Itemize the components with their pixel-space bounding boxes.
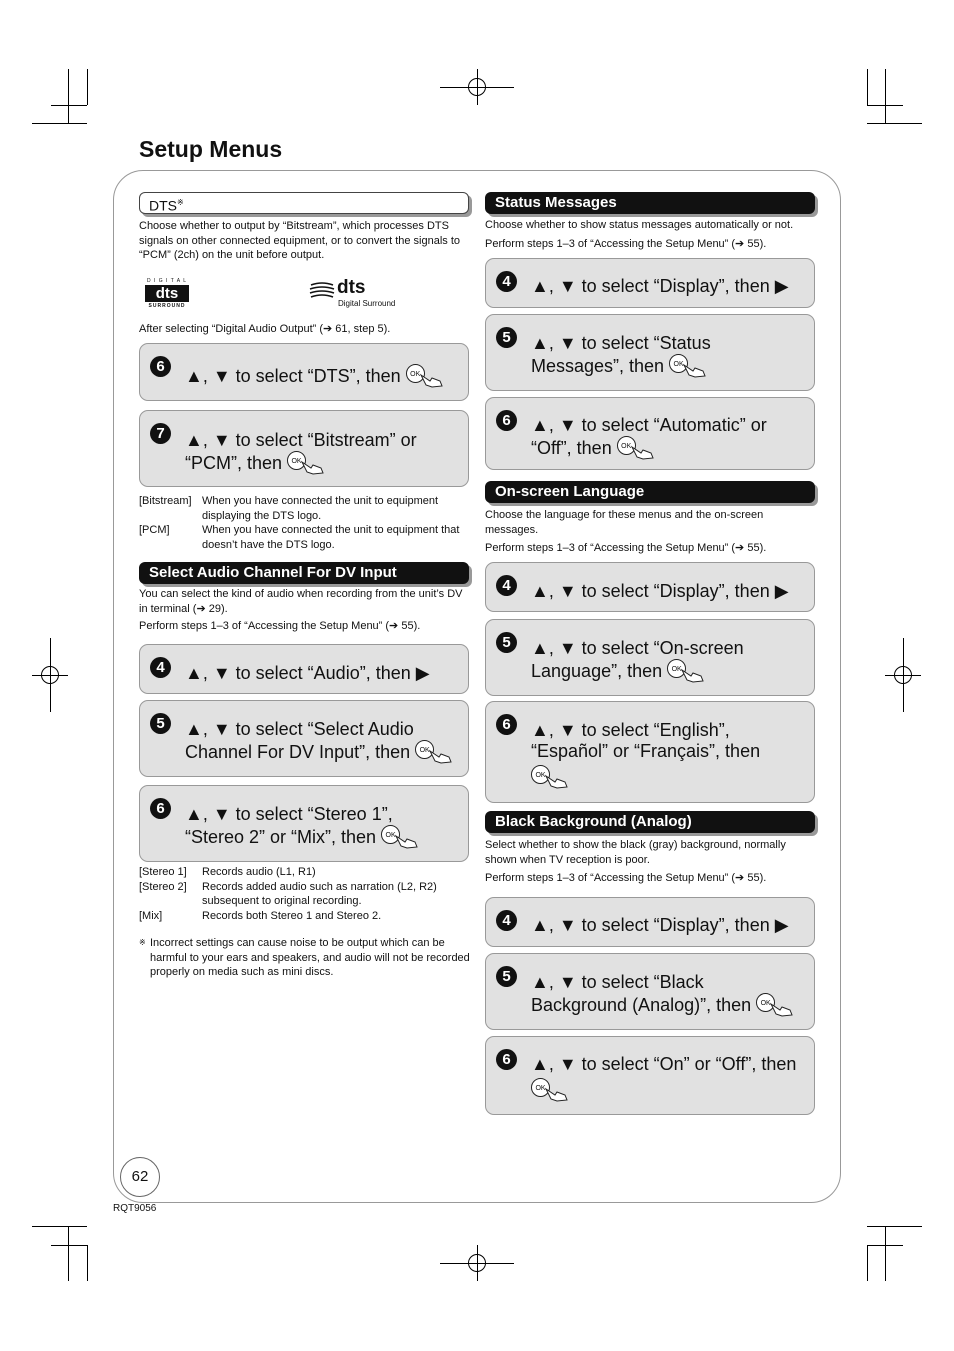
step-text-line2: “Stereo 2” or “Mix”, then	[185, 827, 377, 847]
step-number: 6	[496, 410, 517, 431]
step-text-line1: ▲, ▼ to select “Select Audio	[185, 719, 414, 739]
black-description: Select whether to show the black (gray) background, normally shown when TV reception is poor.	[485, 839, 786, 866]
step-number: 4	[150, 657, 171, 678]
black-perform-text: Perform steps 1–3 of “Accessing the Setup Menu” (➔ 55).	[485, 872, 767, 884]
step-number: 4	[496, 575, 517, 596]
step-number: 6	[496, 714, 517, 735]
dts-description: Choose whether to output by “Bitstream”, which processes DTS signals on other connected equipment, or to convert the signals to “PCM” (2ch) on the unit before output.	[139, 220, 461, 261]
ok-button-icon: OK	[381, 825, 423, 849]
dv-perform-text: Perform steps 1–3 of “Accessing the Setup Menu” (➔ 55).	[139, 620, 421, 632]
step-text: ▲, ▼ to select “Display”, then ▶	[531, 581, 789, 601]
step-text: ▲, ▼ to select “Audio”, then ▶	[185, 663, 430, 683]
step-text-line1: ▲, ▼ to select “English”,	[531, 720, 730, 740]
dts-step-7	[139, 410, 469, 487]
ok-button-icon: OK	[415, 740, 457, 764]
status-perform-text: Perform steps 1–3 of “Accessing the Setup Menu” (➔ 55).	[485, 238, 767, 250]
dts-digital-surround-logo: D I G I T A L dts SURROUND	[146, 278, 188, 309]
step-text-line2: Messages”, then	[531, 356, 665, 376]
note-mark: ※	[177, 198, 184, 207]
dv-step-6	[139, 785, 469, 862]
step-text: ▲, ▼ to select “On” or “Off”, then	[531, 1054, 797, 1074]
step-number: 4	[496, 271, 517, 292]
status-step-5	[485, 314, 815, 391]
status-step-4	[485, 258, 815, 308]
ok-button-icon: OK	[406, 364, 448, 388]
step-number: 6	[150, 798, 171, 819]
dts-section-header	[139, 192, 469, 214]
dts-title: DTS	[149, 197, 177, 214]
step-number: 5	[496, 327, 517, 348]
black-step-5	[485, 953, 815, 1030]
lang-step-4	[485, 562, 815, 612]
footnote-text: Incorrect settings can cause noise to be output which can be harmful to your ears and speakers, and audio will not be recorded properly on media such as mini discs.	[150, 937, 470, 978]
dv-step-5	[139, 700, 469, 777]
step-text: ▲, ▼ to select “Display”, then ▶	[531, 276, 789, 296]
dv-options-table: [Stereo 1] Records audio (L1, R1) [Stereo 2] Records added audio such as narration (L2, R2) subsequent to original recording. [Mix] Records both Stereo 1 and Stereo 2.	[139, 866, 437, 922]
black-background-section-header: Black Background (Analog)	[485, 811, 815, 833]
step-number: 6	[496, 1049, 517, 1070]
ok-button-icon: OK	[756, 993, 798, 1017]
dv-input-section-header: Select Audio Channel For DV Input	[139, 562, 469, 584]
step-text-line1: ▲, ▼ to select “Stereo 1”,	[185, 804, 393, 824]
lang-description: Choose the language for these menus and the on-screen messages.	[485, 509, 764, 536]
ok-button-icon: OK	[287, 451, 329, 475]
step-text-line2: “PCM”, then	[185, 453, 283, 473]
footnote	[139, 936, 471, 980]
step-number: 6	[150, 356, 171, 377]
dts-after-text: After selecting “Digital Audio Output” (➔ 61, step 5).	[139, 323, 391, 335]
ok-button-icon: OK	[669, 354, 711, 378]
step-text-line1: ▲, ▼ to select “On-screen	[531, 638, 744, 658]
dv-description: You can select the kind of audio when recording from the unit’s DV in terminal (➔ 29).	[139, 588, 463, 615]
step-text: ▲, ▼ to select “Display”, then ▶	[531, 915, 789, 935]
step-number: 4	[496, 910, 517, 931]
ok-button-icon: OK	[531, 765, 573, 789]
step-text-line1: ▲, ▼ to select “Black	[531, 972, 704, 992]
step-text-line2: Channel For DV Input”, then	[185, 742, 411, 762]
step-text: ▲, ▼ to select “DTS”, then	[185, 366, 401, 386]
onscreen-language-section-header: On-screen Language	[485, 481, 815, 503]
page-number: 62	[120, 1157, 160, 1197]
lang-step-6	[485, 701, 815, 803]
step-text-line1: ▲, ▼ to select “Bitstream” or	[185, 430, 417, 450]
ok-button-icon: OK	[667, 659, 709, 683]
black-step-4	[485, 897, 815, 947]
lang-perform-text: Perform steps 1–3 of “Accessing the Setup Menu” (➔ 55).	[485, 542, 767, 554]
step-text-line2: “Español” or “Français”, then	[531, 741, 761, 761]
step-text-line1: ▲, ▼ to select “Status	[531, 333, 711, 353]
page-title: Setup Menus	[139, 136, 283, 162]
step-number: 5	[496, 632, 517, 653]
ok-button-icon: OK	[531, 1078, 573, 1102]
lang-step-5	[485, 619, 815, 696]
dts-step-6	[139, 343, 469, 401]
dv-step-4	[139, 644, 469, 694]
status-description: Choose whether to show status messages automatically or not.	[485, 219, 794, 231]
footnote-mark: ※	[139, 938, 146, 947]
status-messages-section-header: Status Messages	[485, 192, 815, 214]
step-text-line2: Background (Analog)”, then	[531, 995, 752, 1015]
step-number: 7	[150, 423, 171, 444]
black-step-6	[485, 1036, 815, 1115]
dts-swoosh-icon	[309, 281, 335, 299]
status-step-6	[485, 397, 815, 470]
document-code: RQT9056	[113, 1203, 157, 1214]
dts-logo: dts Digital Surround	[309, 279, 399, 309]
step-text-line2: “Off”, then	[531, 438, 612, 458]
step-number: 5	[496, 966, 517, 987]
step-number: 5	[150, 713, 171, 734]
dts-options-table: [Bitstream] When you have connected the unit to equipment displaying the DTS logo. [PCM] When you have connected the unit to equipment that doesn’t have the DTS logo.	[139, 495, 460, 551]
ok-button-icon: OK	[617, 436, 659, 460]
step-text-line1: ▲, ▼ to select “Automatic” or	[531, 415, 767, 435]
step-text-line2: Language”, then	[531, 661, 663, 681]
